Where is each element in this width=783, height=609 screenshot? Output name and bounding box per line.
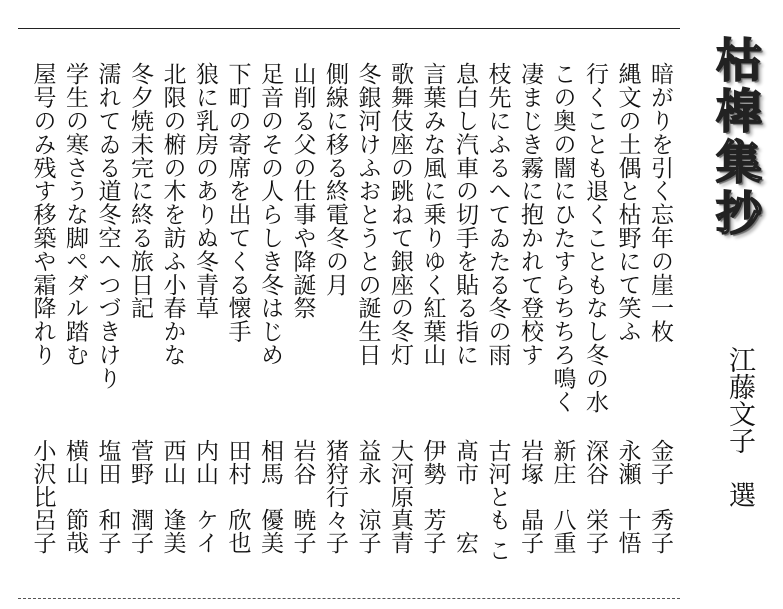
haiku-author: 横山 節哉: [62, 439, 88, 554]
haiku-author: 大河原真青: [387, 439, 413, 554]
haiku-text: 行くことも退くこともなし冬の水: [582, 62, 608, 413]
haiku-text: 冬銀河けふおとうとの誕生日: [354, 62, 381, 367]
haiku-text: 縄文の土偶と枯野にて笑ふ: [614, 62, 641, 343]
haiku-author: 金子 秀子: [647, 439, 673, 554]
haiku-entry: [644, 62, 677, 592]
selector-name: 江藤文子 選: [724, 346, 755, 508]
haiku-author: 新庄 八重: [549, 439, 576, 554]
haiku-entry: [579, 62, 612, 592]
haiku-author: 田村 欣也: [224, 439, 251, 554]
haiku-author: 深谷 栄子: [582, 439, 608, 554]
haiku-text: 足音のその人らしき冬はじめ: [257, 62, 283, 367]
haiku-text: この奥の闇にひたすらちちろ鳴く: [549, 62, 576, 413]
haiku-author: 相馬 優美: [257, 439, 283, 554]
haiku-entry: [351, 62, 384, 592]
haiku-text: 側線に移る終電冬の月: [322, 62, 348, 296]
haiku-text: 学生の寒さうな脚ペダル踏む: [62, 62, 88, 367]
haiku-text: 狼に乳房のありぬ冬青草: [192, 62, 218, 320]
haiku-entry: [26, 62, 59, 592]
haiku-entry: [449, 62, 482, 592]
haiku-entry: [416, 62, 449, 592]
haiku-entry: [221, 62, 254, 592]
haiku-text: 暗がりを引く忘年の崖一枚: [647, 62, 673, 343]
haiku-entry: [156, 62, 189, 592]
haiku-author: 岩塚 晶子: [517, 439, 543, 554]
haiku-author: 内山 ケイ: [192, 439, 218, 554]
haiku-author: 西山 逢美: [159, 439, 186, 554]
haiku-text: 息白し汽車の切手を貼る指に: [452, 62, 478, 367]
haiku-author: 岩谷 暁子: [289, 439, 316, 554]
haiku-author: 髙市 宏: [452, 439, 478, 554]
haiku-entry: [91, 62, 124, 592]
haiku-entry: [384, 62, 417, 592]
haiku-author: 小沢比呂子: [29, 439, 56, 554]
haiku-text: 北限の椨の木を訪ふ小春かな: [159, 62, 186, 367]
haiku-text: 歌舞伎座の跳ねて銀座の冬灯: [387, 62, 413, 367]
haiku-text: 凄まじき霧に抱かれて登校す: [517, 62, 543, 367]
bottom-rule: [18, 598, 680, 599]
haiku-text: 言葉みな風に乗りゆく紅葉山: [419, 62, 446, 367]
haiku-text: 枝先にふるへてゐたる冬の雨: [484, 62, 511, 367]
haiku-author: 永瀬 十悟: [614, 439, 641, 554]
haiku-entry: [286, 62, 319, 592]
haiku-author: 益永 涼子: [354, 439, 381, 554]
haiku-author: 伊勢 芳子: [419, 439, 446, 554]
haiku-entry: [189, 62, 222, 592]
haiku-columns: [26, 62, 676, 592]
haiku-text: 山削る父の仕事や降誕祭: [289, 62, 316, 320]
haiku-entry: [124, 62, 157, 592]
haiku-author: 古河とも こ: [484, 439, 511, 562]
haiku-entry: [546, 62, 579, 592]
haiku-text: 濡れてゐる道冬空へつづきけり: [94, 62, 121, 390]
haiku-author: 塩田 和子: [94, 439, 121, 554]
haiku-entry: [611, 62, 644, 592]
haiku-text: 下町の寄席を出てくる懐手: [224, 62, 251, 343]
haiku-entry: [481, 62, 514, 592]
haiku-author: 猪狩行々子: [322, 439, 348, 554]
haiku-author: 菅野 潤子: [127, 439, 153, 554]
haiku-entry: [254, 62, 287, 592]
top-rule: [18, 28, 680, 29]
haiku-entry: [59, 62, 92, 592]
haiku-text: 冬夕焼未完に終る旅日記: [127, 62, 153, 320]
page-title: 枯槹集抄: [709, 36, 763, 240]
haiku-entry: [514, 62, 547, 592]
haiku-text: 屋号のみ残す移築や霜降れり: [29, 62, 56, 367]
haiku-entry: [319, 62, 352, 592]
